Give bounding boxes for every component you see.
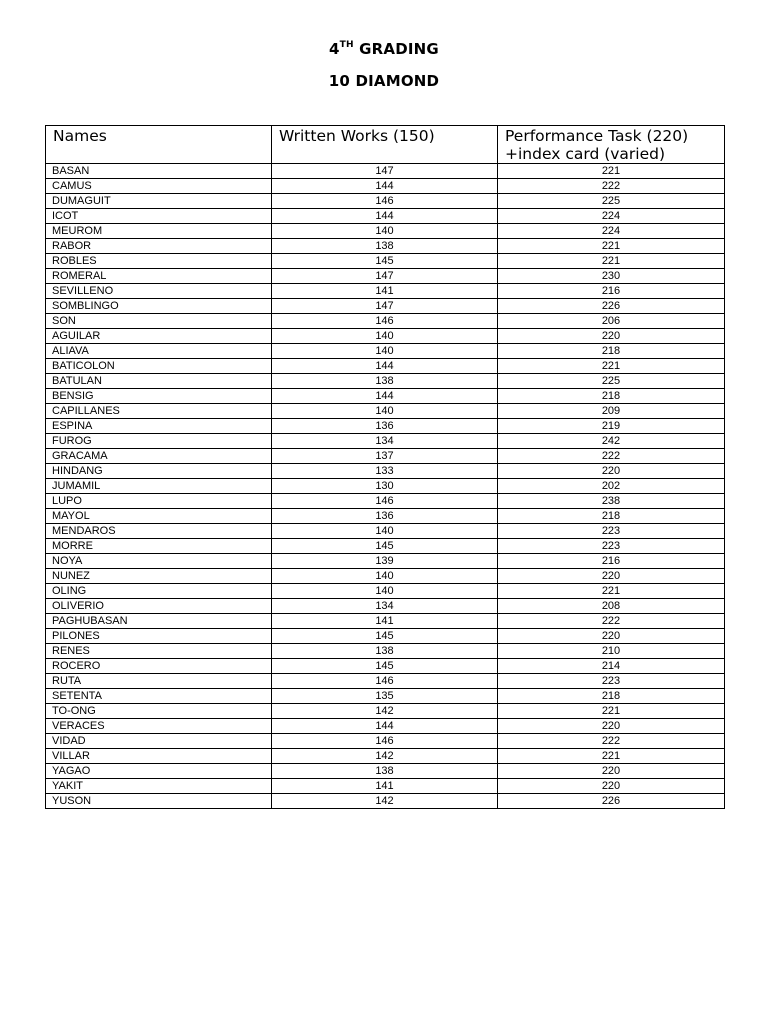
table-body	[46, 164, 725, 809]
written-works-score: 147	[272, 164, 498, 179]
written-works-score: 144	[272, 209, 498, 224]
student-name: ROBLES	[46, 254, 272, 269]
performance-task-score: 238	[498, 494, 725, 509]
table-row	[46, 509, 725, 524]
performance-task-score: 221	[498, 704, 725, 719]
written-works-score: 142	[272, 794, 498, 809]
performance-task-score: 202	[498, 479, 725, 494]
performance-task-score: 221	[498, 254, 725, 269]
written-works-score: 139	[272, 554, 498, 569]
table-row	[46, 539, 725, 554]
written-works-score: 145	[272, 254, 498, 269]
performance-task-score: 224	[498, 209, 725, 224]
performance-task-score: 214	[498, 659, 725, 674]
written-works-score: 138	[272, 239, 498, 254]
student-name: CAMUS	[46, 179, 272, 194]
written-works-score: 144	[272, 719, 498, 734]
table-row	[46, 344, 725, 359]
performance-task-score: 209	[498, 404, 725, 419]
written-works-score: 140	[272, 224, 498, 239]
student-name: NOYA	[46, 554, 272, 569]
student-name: ESPINA	[46, 419, 272, 434]
performance-task-score: 221	[498, 239, 725, 254]
student-name: OLING	[46, 584, 272, 599]
written-works-score: 142	[272, 749, 498, 764]
student-name: CAPILLANES	[46, 404, 272, 419]
student-name: MORRE	[46, 539, 272, 554]
performance-task-score: 221	[498, 164, 725, 179]
written-works-score: 135	[272, 689, 498, 704]
document-title	[0, 40, 768, 58]
performance-task-score: 221	[498, 749, 725, 764]
student-name: AGUILAR	[46, 329, 272, 344]
performance-task-score: 225	[498, 194, 725, 209]
table-row	[46, 734, 725, 749]
student-name: SETENTA	[46, 689, 272, 704]
written-works-score: 138	[272, 764, 498, 779]
table-header-row	[46, 126, 725, 164]
table-row	[46, 764, 725, 779]
performance-task-score: 216	[498, 554, 725, 569]
table-row	[46, 644, 725, 659]
student-name: FUROG	[46, 434, 272, 449]
written-works-score: 144	[272, 389, 498, 404]
student-name: GRACAMA	[46, 449, 272, 464]
student-name: RUTA	[46, 674, 272, 689]
table-row	[46, 479, 725, 494]
student-name: PAGHUBASAN	[46, 614, 272, 629]
performance-task-score: 210	[498, 644, 725, 659]
student-name: LUPO	[46, 494, 272, 509]
student-name: ICOT	[46, 209, 272, 224]
performance-task-score: 220	[498, 764, 725, 779]
performance-task-score: 218	[498, 509, 725, 524]
written-works-score: 146	[272, 734, 498, 749]
written-works-score: 145	[272, 629, 498, 644]
title-superscript: TH	[339, 40, 354, 50]
written-works-score: 142	[272, 704, 498, 719]
table-row	[46, 449, 725, 464]
grades-table	[45, 125, 725, 809]
written-works-score: 138	[272, 374, 498, 389]
performance-task-score: 222	[498, 614, 725, 629]
student-name: SON	[46, 314, 272, 329]
table-row	[46, 464, 725, 479]
student-name: BATULAN	[46, 374, 272, 389]
written-works-score: 141	[272, 614, 498, 629]
performance-task-score: 225	[498, 374, 725, 389]
written-works-score: 146	[272, 494, 498, 509]
table-row	[46, 299, 725, 314]
student-name: TO-ONG	[46, 704, 272, 719]
table-row	[46, 554, 725, 569]
written-works-score: 141	[272, 779, 498, 794]
student-name: OLIVERIO	[46, 599, 272, 614]
table-row	[46, 389, 725, 404]
written-works-score: 145	[272, 539, 498, 554]
written-works-score: 146	[272, 194, 498, 209]
student-name: VIDAD	[46, 734, 272, 749]
written-works-score: 138	[272, 644, 498, 659]
section-name: 10 DIAMOND	[328, 72, 440, 90]
table-row	[46, 239, 725, 254]
student-name: JUMAMIL	[46, 479, 272, 494]
written-works-score: 130	[272, 479, 498, 494]
table-row	[46, 749, 725, 764]
written-works-score: 141	[272, 284, 498, 299]
student-name: RENES	[46, 644, 272, 659]
written-works-score: 140	[272, 584, 498, 599]
student-name: RABOR	[46, 239, 272, 254]
table-row	[46, 704, 725, 719]
performance-task-score: 220	[498, 569, 725, 584]
student-name: ROMERAL	[46, 269, 272, 284]
table-row	[46, 689, 725, 704]
table-row	[46, 374, 725, 389]
table-row	[46, 659, 725, 674]
performance-task-score: 208	[498, 599, 725, 614]
table-row	[46, 329, 725, 344]
student-name: YAKIT	[46, 779, 272, 794]
performance-task-score: 216	[498, 284, 725, 299]
student-name: BATICOLON	[46, 359, 272, 374]
written-works-score: 144	[272, 179, 498, 194]
student-name: DUMAGUIT	[46, 194, 272, 209]
header-written-works: Written Works (150)	[272, 126, 498, 164]
performance-task-score: 220	[498, 779, 725, 794]
table-row	[46, 209, 725, 224]
table-row	[46, 164, 725, 179]
student-name: HINDANG	[46, 464, 272, 479]
table-row	[46, 404, 725, 419]
table-row	[46, 599, 725, 614]
student-name: MAYOL	[46, 509, 272, 524]
written-works-score: 134	[272, 599, 498, 614]
written-works-score: 140	[272, 569, 498, 584]
written-works-score: 140	[272, 329, 498, 344]
student-name: BENSIG	[46, 389, 272, 404]
table-row	[46, 569, 725, 584]
performance-task-score: 223	[498, 524, 725, 539]
title-rest: GRADING	[353, 40, 439, 58]
table-row	[46, 224, 725, 239]
table-row	[46, 194, 725, 209]
table-row	[46, 584, 725, 599]
header-performance-task: Performance Task (220) +index card (varied)	[498, 126, 725, 164]
table-row	[46, 779, 725, 794]
written-works-score: 146	[272, 674, 498, 689]
written-works-score: 136	[272, 509, 498, 524]
written-works-score: 133	[272, 464, 498, 479]
performance-task-score: 230	[498, 269, 725, 284]
performance-task-score: 206	[498, 314, 725, 329]
table-row	[46, 269, 725, 284]
written-works-score: 147	[272, 269, 498, 284]
written-works-score: 140	[272, 524, 498, 539]
table-row	[46, 314, 725, 329]
table-row	[46, 434, 725, 449]
performance-task-score: 223	[498, 539, 725, 554]
performance-task-score: 222	[498, 179, 725, 194]
student-name: SEVILLENO	[46, 284, 272, 299]
performance-task-score: 218	[498, 389, 725, 404]
table-row	[46, 254, 725, 269]
table-row	[46, 494, 725, 509]
written-works-score: 145	[272, 659, 498, 674]
student-name: BASAN	[46, 164, 272, 179]
table-row	[46, 359, 725, 374]
performance-task-score: 223	[498, 674, 725, 689]
table-row	[46, 674, 725, 689]
table-row	[46, 179, 725, 194]
performance-task-score: 222	[498, 734, 725, 749]
performance-task-score: 226	[498, 299, 725, 314]
performance-task-score: 220	[498, 464, 725, 479]
performance-task-score: 222	[498, 449, 725, 464]
student-name: YAGAO	[46, 764, 272, 779]
performance-task-score: 221	[498, 584, 725, 599]
performance-task-score: 220	[498, 329, 725, 344]
student-name: ALIAVA	[46, 344, 272, 359]
written-works-score: 146	[272, 314, 498, 329]
student-name: ROCERO	[46, 659, 272, 674]
student-name: MEUROM	[46, 224, 272, 239]
table-row	[46, 284, 725, 299]
written-works-score: 144	[272, 359, 498, 374]
performance-task-score: 224	[498, 224, 725, 239]
header-names: Names	[46, 126, 272, 164]
table-row	[46, 629, 725, 644]
table-row	[46, 614, 725, 629]
table-row	[46, 419, 725, 434]
title-number: 4	[329, 40, 340, 58]
student-name: MENDAROS	[46, 524, 272, 539]
written-works-score: 134	[272, 434, 498, 449]
performance-task-score: 242	[498, 434, 725, 449]
table-row	[46, 524, 725, 539]
performance-task-score: 226	[498, 794, 725, 809]
student-name: VILLAR	[46, 749, 272, 764]
performance-task-score: 218	[498, 344, 725, 359]
written-works-score: 136	[272, 419, 498, 434]
student-name: PILONES	[46, 629, 272, 644]
performance-task-score: 218	[498, 689, 725, 704]
student-name: VERACES	[46, 719, 272, 734]
written-works-score: 137	[272, 449, 498, 464]
written-works-score: 147	[272, 299, 498, 314]
table-row	[46, 719, 725, 734]
table-row	[46, 794, 725, 809]
performance-task-score: 219	[498, 419, 725, 434]
performance-task-score: 221	[498, 359, 725, 374]
student-name: YUSON	[46, 794, 272, 809]
performance-task-score: 220	[498, 719, 725, 734]
written-works-score: 140	[272, 404, 498, 419]
performance-task-score: 220	[498, 629, 725, 644]
written-works-score: 140	[272, 344, 498, 359]
student-name: SOMBLINGO	[46, 299, 272, 314]
student-name: NUNEZ	[46, 569, 272, 584]
